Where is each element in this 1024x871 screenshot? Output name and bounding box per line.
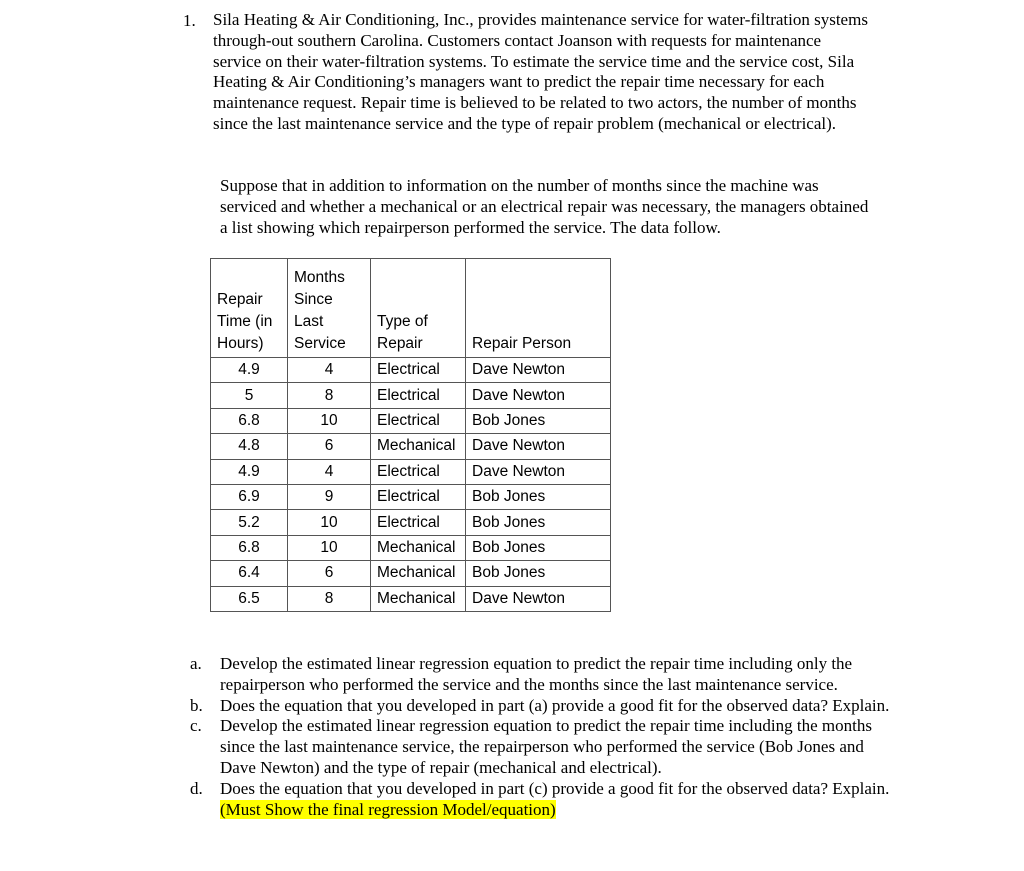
cell-repair-type: Mechanical — [371, 586, 466, 611]
cell-repair-person: Bob Jones — [466, 484, 611, 509]
table-row — [211, 383, 611, 408]
data-intro-paragraph: Suppose that in addition to information on the number of months since the machine was serviced and whether a mechanical or an electrical repair was necessary, the managers obtained a list showing which repairperson performed the service. The data follow. — [220, 176, 869, 237]
part-text: Develop the estimated linear regression equation to predict the repair time including the months since the last maintenance service, the repairperson who performed the service (Bob Jones and Dave Newton) and the type of repair (mechanical and electrical). — [220, 716, 872, 777]
cell-months: 6 — [288, 434, 371, 459]
cell-repair-time: 6.5 — [211, 586, 288, 611]
highlighted-note: (Must Show the final regression Model/equation) — [220, 799, 556, 819]
cell-repair-time: 5.2 — [211, 510, 288, 535]
cell-repair-type: Mechanical — [371, 561, 466, 586]
cell-repair-person: Bob Jones — [466, 510, 611, 535]
cell-repair-time: 6.8 — [211, 535, 288, 560]
cell-repair-time: 4.9 — [211, 358, 288, 383]
cell-repair-person: Dave Newton — [466, 358, 611, 383]
table-row — [211, 535, 611, 560]
part-c — [190, 716, 890, 778]
cell-repair-type: Electrical — [371, 510, 466, 535]
cell-repair-time: 4.8 — [211, 434, 288, 459]
question-parts-list — [190, 654, 890, 820]
cell-repair-type: Electrical — [371, 459, 466, 484]
table-row — [211, 484, 611, 509]
cell-repair-person: Bob Jones — [466, 535, 611, 560]
table-row — [211, 561, 611, 586]
cell-months: 8 — [288, 383, 371, 408]
cell-months: 4 — [288, 358, 371, 383]
cell-months: 10 — [288, 408, 371, 433]
cell-repair-type: Mechanical — [371, 535, 466, 560]
header-type-of-repair: Type of Repair — [371, 259, 466, 358]
table-row — [211, 408, 611, 433]
cell-repair-type: Mechanical — [371, 434, 466, 459]
question-text: Sila Heating & Air Conditioning, Inc., provides maintenance service for water-filtration systems through-out southern Carolina. Customers contact Joanson with requests for maintenance service on their water-filtration systems. To estimate the service time and the service cost, Sila Heating & Air Conditioning’s managers want to predict the repair time necessary for each maintenance request. Repair time is believed to be related to two actors, the number of months since the last maintenance service and the type of repair problem (mechanical or electrical). — [213, 10, 868, 133]
cell-repair-time: 5 — [211, 383, 288, 408]
cell-repair-type: Electrical — [371, 484, 466, 509]
cell-repair-person: Dave Newton — [466, 459, 611, 484]
table-row — [211, 434, 611, 459]
repair-data-table — [210, 258, 611, 612]
cell-repair-time: 6.9 — [211, 484, 288, 509]
header-repair-person: Repair Person — [466, 259, 611, 358]
part-text: Develop the estimated linear regression equation to predict the repair time including only the repairperson who performed the service and the months since the last maintenance service. — [220, 654, 853, 694]
cell-repair-type: Electrical — [371, 358, 466, 383]
cell-months: 10 — [288, 535, 371, 560]
cell-repair-time: 6.8 — [211, 408, 288, 433]
part-b — [190, 696, 890, 717]
cell-repair-time: 6.4 — [211, 561, 288, 586]
table-row — [211, 459, 611, 484]
table-header-row — [211, 259, 611, 358]
part-letter: d. — [190, 778, 203, 798]
part-text: Does the equation that you developed in part (a) provide a good fit for the observed data? Explain. — [220, 695, 890, 715]
cell-repair-person: Dave Newton — [466, 434, 611, 459]
part-a — [190, 654, 890, 696]
question-number: 1. — [183, 11, 196, 30]
cell-repair-person: Bob Jones — [466, 561, 611, 586]
cell-repair-type: Electrical — [371, 383, 466, 408]
cell-repair-time: 4.9 — [211, 459, 288, 484]
part-letter: c. — [190, 716, 202, 736]
cell-repair-person: Dave Newton — [466, 586, 611, 611]
cell-months: 8 — [288, 586, 371, 611]
part-letter: b. — [190, 695, 203, 715]
cell-months: 9 — [288, 484, 371, 509]
cell-months: 10 — [288, 510, 371, 535]
header-repair-time: Repair Time (in Hours) — [211, 259, 288, 358]
cell-repair-person: Bob Jones — [466, 408, 611, 433]
part-d-body — [220, 779, 890, 821]
table-row — [211, 586, 611, 611]
cell-months: 6 — [288, 561, 371, 586]
cell-repair-person: Dave Newton — [466, 383, 611, 408]
part-d — [190, 779, 890, 821]
part-text: Does the equation that you developed in part (c) provide a good fit for the observed data? Explain. — [220, 778, 890, 798]
cell-months: 4 — [288, 459, 371, 484]
header-months-since-last-service: Months Since Last Service — [288, 259, 371, 358]
part-letter: a. — [190, 654, 202, 673]
cell-repair-type: Electrical — [371, 408, 466, 433]
table-row — [211, 358, 611, 383]
table-row — [211, 510, 611, 535]
